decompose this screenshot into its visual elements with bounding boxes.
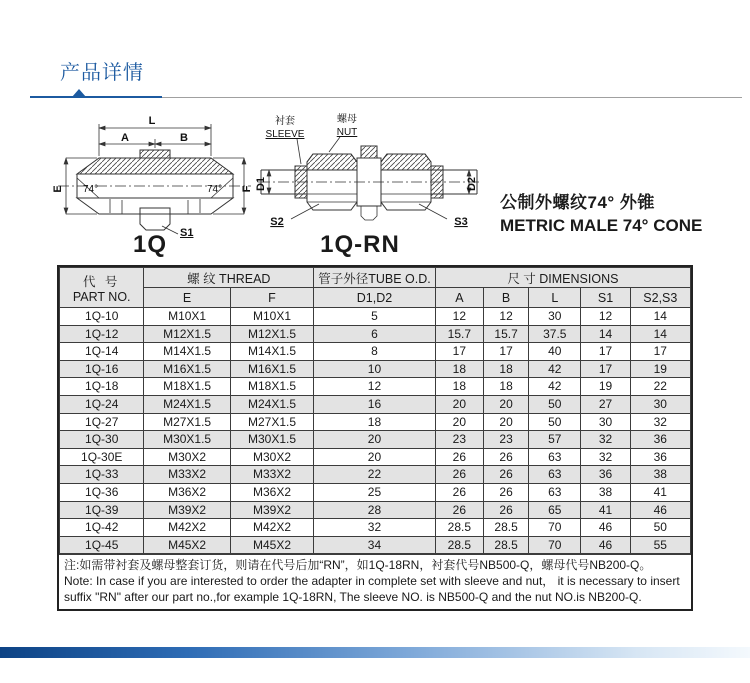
table-cell: 1Q-39 (60, 501, 144, 519)
center-hex-bottom (361, 206, 377, 220)
sleeve-left (295, 166, 307, 198)
table-cell: 1Q-10 (60, 308, 144, 326)
table-cell: 28.5 (483, 519, 528, 537)
center-hex-top (361, 146, 377, 158)
table-cell: M33X2 (144, 466, 230, 484)
table-cell: 38 (630, 466, 690, 484)
sleeve-label-en: SLEEVE (265, 129, 305, 140)
table-cell: 28.5 (435, 519, 483, 537)
table-cell: 17 (435, 343, 483, 361)
table-cell: M30X2 (144, 448, 230, 466)
table-cell: 15.7 (483, 325, 528, 343)
table-cell: 36 (630, 448, 690, 466)
divider-accent (30, 96, 162, 98)
nut-label-cn: 螺母 (337, 114, 357, 125)
angle-label-left: 74° (83, 184, 99, 195)
table-row (60, 308, 691, 326)
table-cell: 16 (314, 395, 436, 413)
footer-gradient-bar (0, 647, 750, 658)
table-cell: 20 (314, 431, 436, 449)
table-row (60, 360, 691, 378)
body-section-hex (77, 198, 233, 214)
table-cell: 1Q-30 (60, 431, 144, 449)
table-cell: 23 (435, 431, 483, 449)
table-cell: 63 (529, 448, 581, 466)
order-note (59, 554, 691, 609)
table-cell: 38 (581, 483, 630, 501)
table-cell: 27 (581, 395, 630, 413)
table-cell: 6 (314, 325, 436, 343)
table-cell: 26 (435, 466, 483, 484)
diagram-1q-rn (255, 112, 483, 234)
table-cell: 30 (529, 308, 581, 326)
table-cell: 12 (581, 308, 630, 326)
col-header-d1d2: D1,D2 (314, 288, 436, 308)
table-cell: 42 (529, 378, 581, 396)
table-row (60, 413, 691, 431)
table-row (60, 378, 691, 396)
table-cell: 17 (581, 360, 630, 378)
table-cell: 55 (630, 536, 690, 554)
table-cell: 20 (483, 413, 528, 431)
table-cell: M12X1.5 (144, 325, 230, 343)
table-cell: 1Q-42 (60, 519, 144, 537)
table-cell: 1Q-27 (60, 413, 144, 431)
col-header-part-no (60, 268, 144, 308)
col-header-s1: S1 (581, 288, 630, 308)
table-cell: M10X1 (230, 308, 313, 326)
table-cell: 19 (630, 360, 690, 378)
table-cell: 50 (529, 413, 581, 431)
order-note-en: Note: In case if you are interested to order the adapter in complete set with sleeve and nut， it is necessary to insert suffix "RN" after our part no.,for example 1Q-18RN, The sleeve NO. is NB500-Q and the nut NO.is NB200-Q. (64, 573, 680, 604)
table-cell: 10 (314, 360, 436, 378)
table-cell: M39X2 (144, 501, 230, 519)
table-cell: 1Q-14 (60, 343, 144, 361)
table-row (60, 536, 691, 554)
table-cell: 63 (529, 466, 581, 484)
table-cell: 25 (314, 483, 436, 501)
table-cell: M18X1.5 (144, 378, 230, 396)
table-cell: 20 (314, 448, 436, 466)
table-cell: 26 (435, 483, 483, 501)
table-row (60, 325, 691, 343)
table-cell: M36X2 (144, 483, 230, 501)
table-row (60, 343, 691, 361)
table-row (60, 519, 691, 537)
table-cell: M33X2 (230, 466, 313, 484)
table-cell: 1Q-45 (60, 536, 144, 554)
table-cell: M42X2 (144, 519, 230, 537)
table-cell: 36 (630, 431, 690, 449)
table-row (60, 466, 691, 484)
dim-label-S3: S3 (454, 216, 468, 228)
diagram-1q-rn-caption: 1Q-RN (320, 231, 400, 258)
table-cell: 26 (483, 483, 528, 501)
dim-label-L: L (148, 115, 156, 127)
center-hex-top (140, 150, 170, 158)
table-cell: 12 (435, 308, 483, 326)
table-cell: 28.5 (483, 536, 528, 554)
angle-label-right: 74° (207, 184, 223, 195)
table-cell: 46 (581, 519, 630, 537)
table-cell: 40 (529, 343, 581, 361)
table-cell: 46 (630, 501, 690, 519)
table-cell: 34 (314, 536, 436, 554)
col-header-thread: 螺 纹 THREAD (144, 268, 314, 288)
table-cell: 22 (314, 466, 436, 484)
col-header-part-no-cn: 代 号 (82, 274, 121, 289)
table-cell: 30 (630, 395, 690, 413)
table-cell: M18X1.5 (230, 378, 313, 396)
table-cell: 26 (483, 501, 528, 519)
table-cell: 28 (314, 501, 436, 519)
table-cell: 46 (581, 536, 630, 554)
table-cell: M14X1.5 (144, 343, 230, 361)
table-cell: 14 (630, 308, 690, 326)
table-cell: 17 (630, 343, 690, 361)
col-header-b: B (483, 288, 528, 308)
table-cell: 65 (529, 501, 581, 519)
table-cell: 12 (314, 378, 436, 396)
table-cell: 5 (314, 308, 436, 326)
diagram-1q-caption: 1Q (132, 231, 167, 258)
product-heading-en: METRIC MALE 74° CONE (500, 216, 703, 235)
table-cell: 15.7 (435, 325, 483, 343)
col-header-part-no-en: PART NO. (72, 289, 131, 304)
table-cell: M27X1.5 (230, 413, 313, 431)
table-cell: 20 (435, 395, 483, 413)
table-cell: 70 (529, 536, 581, 554)
table-cell: 12 (483, 308, 528, 326)
dim-label-B: B (180, 132, 188, 144)
col-header-l: L (529, 288, 581, 308)
table-cell: 22 (630, 378, 690, 396)
table-cell: M10X1 (144, 308, 230, 326)
table-cell: 63 (529, 483, 581, 501)
table-cell: 41 (630, 483, 690, 501)
table-row (60, 431, 691, 449)
nut-label-en: NUT (336, 127, 358, 138)
table-cell: 30 (581, 413, 630, 431)
spec-table (59, 267, 691, 554)
dim-label-S2: S2 (270, 216, 284, 228)
table-row (60, 483, 691, 501)
table-cell: M12X1.5 (230, 325, 313, 343)
table-cell: 1Q-24 (60, 395, 144, 413)
body-section-hatched (77, 158, 233, 174)
col-header-s2s3: S2,S3 (630, 288, 690, 308)
table-cell: M16X1.5 (230, 360, 313, 378)
table-cell: 14 (630, 325, 690, 343)
table-cell: 18 (483, 360, 528, 378)
table-cell: 36 (581, 466, 630, 484)
table-row (60, 395, 691, 413)
table-cell: 28.5 (435, 536, 483, 554)
table-cell: 18 (314, 413, 436, 431)
table-cell: 32 (581, 431, 630, 449)
dim-label-E: E (52, 185, 64, 193)
table-cell: 1Q-16 (60, 360, 144, 378)
table-cell: 26 (483, 448, 528, 466)
table-cell: 1Q-30E (60, 448, 144, 466)
sleeve-label-cn: 衬套 (275, 116, 295, 127)
spec-table-body (60, 308, 691, 554)
table-cell: 42 (529, 360, 581, 378)
s1-hex (140, 208, 170, 230)
diagram-1q (52, 112, 257, 238)
table-cell: 8 (314, 343, 436, 361)
table-cell: 20 (435, 413, 483, 431)
table-cell: 17 (483, 343, 528, 361)
table-cell: M36X2 (230, 483, 313, 501)
product-heading-cn: 公制外螺纹74° 外锥 (500, 193, 655, 212)
table-cell: M30X1.5 (230, 431, 313, 449)
table-cell: 18 (435, 378, 483, 396)
table-cell: 26 (435, 501, 483, 519)
table-cell: 1Q-12 (60, 325, 144, 343)
dim-label-D2: D2 (466, 176, 478, 192)
table-cell: 23 (483, 431, 528, 449)
table-cell: 1Q-18 (60, 378, 144, 396)
table-cell: M39X2 (230, 501, 313, 519)
table-cell: 26 (483, 466, 528, 484)
table-cell: 18 (483, 378, 528, 396)
order-note-cn: 注:如需带衬套及螺母整套订货，则请在代号后加“RN”，如1Q-18RN，衬套代号NB500-Q，螺母代号NB200-Q。 (64, 558, 652, 573)
product-heading (500, 192, 702, 237)
nut-left-hatch (307, 154, 357, 170)
table-row (60, 501, 691, 519)
table-cell: M45X2 (144, 536, 230, 554)
table-cell: 32 (630, 413, 690, 431)
sleeve-right (431, 166, 443, 198)
table-cell: M30X1.5 (144, 431, 230, 449)
table-cell: M45X2 (230, 536, 313, 554)
dim-label-D1: D1 (255, 176, 267, 192)
col-header-tube-od: 管子外径TUBE O.D. (314, 268, 436, 288)
table-cell: M24X1.5 (230, 395, 313, 413)
table-row (60, 448, 691, 466)
dim-label-F: F (241, 185, 253, 193)
table-cell: 57 (529, 431, 581, 449)
table-cell: 50 (529, 395, 581, 413)
table-cell: 20 (483, 395, 528, 413)
table-cell: 32 (314, 519, 436, 537)
table-cell: 17 (581, 343, 630, 361)
table-cell: 50 (630, 519, 690, 537)
spec-table-container (57, 265, 693, 611)
col-header-f: F (230, 288, 313, 308)
table-cell: M24X1.5 (144, 395, 230, 413)
table-cell: 19 (581, 378, 630, 396)
dim-label-A: A (121, 132, 129, 144)
table-cell: 1Q-36 (60, 483, 144, 501)
table-cell: M30X2 (230, 448, 313, 466)
table-cell: 70 (529, 519, 581, 537)
table-cell: M16X1.5 (144, 360, 230, 378)
table-cell: 32 (581, 448, 630, 466)
table-cell: 14 (581, 325, 630, 343)
col-header-a: A (435, 288, 483, 308)
table-cell: M42X2 (230, 519, 313, 537)
table-cell: 1Q-33 (60, 466, 144, 484)
col-header-dimensions: 尺 寸 DIMENSIONS (435, 268, 690, 288)
dim-label-S1: S1 (180, 227, 194, 238)
page-title: 产品详情 (60, 62, 144, 84)
table-cell: M14X1.5 (230, 343, 313, 361)
table-cell: 18 (435, 360, 483, 378)
table-cell: 37.5 (529, 325, 581, 343)
col-header-e: E (144, 288, 230, 308)
divider-triangle-icon (72, 89, 86, 97)
table-cell: M27X1.5 (144, 413, 230, 431)
table-cell: 41 (581, 501, 630, 519)
nut-right-hatch (381, 154, 431, 170)
table-cell: 26 (435, 448, 483, 466)
